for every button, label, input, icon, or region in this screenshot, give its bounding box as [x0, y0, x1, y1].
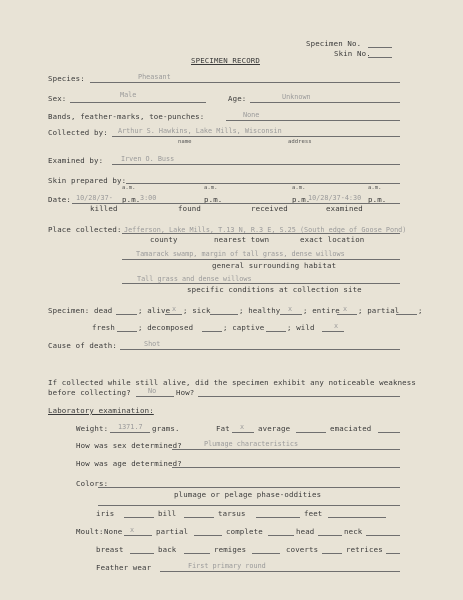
age-value: Unknown — [282, 93, 311, 101]
feather-wear-value: First primary round — [188, 562, 266, 570]
cause-of-death-value: Shot — [144, 340, 161, 348]
plumage-sublabel: plumage or pelage phase-oddities — [174, 490, 322, 499]
collected-by-label: Collected by: — [48, 128, 108, 137]
age-determined-question: How was age determined? — [76, 459, 182, 468]
habitat-value: Tamarack swamp, margin of tall grass, dense willows — [136, 250, 345, 258]
alive-mark: x — [172, 305, 177, 313]
exact-location-sublabel: exact location — [300, 235, 365, 244]
lab-heading: Laboratory examination: — [48, 406, 154, 415]
name-sublabel: name — [178, 139, 192, 145]
specimen-record-card: Specimen No. Skin No. SPECIMEN RECORD Species: Pheasant Sex: Male Age: Unknown Bands, feather-marks, toe-punches: None Collected by: Arthur S. Hawkins, Lake Mills, Wisconsin name address Examined by: Irven O. Buss Skin prepared by: a.m. a.m. a.m. a.m. Date: 10/28/37- p.m. 3:00 p.m. p.m. 10/28/37-4:30 p.m. killed found received examined Place collected: Jefferson, Lake Mills, T.13 N, R.3 E, S.25 (South edge of Goose Pond) county nearest town exact location Tamarack swamp, margin of tall grass, dense willows general surrounding habitat Tall grass and dense willows specific conditions at collection site Specimen: dead ; alive x ; sick ; healthy x ; entire x ; partial ; fresh ; decomposed ; captive ; wild x Cause of death: Shot If collected while still alive, did the specimen exhibit any noticeable weakness before collecting? No How? Laboratory examination: Weight: 1371.7 grams. Fat x average emaciated How was sex determined? Plumage characteristics How was age determined? Colors: plumage or pelage phase-oddities iris bill tarsus feet Moult: None x partial complete head neck breast back remiges coverts retrices Feather wear First primary round — [48, 39, 423, 572]
received-sublabel: received — [251, 204, 288, 213]
killed-sublabel: killed — [90, 204, 118, 213]
sex-value: Male — [120, 91, 137, 99]
found-sublabel: found — [178, 204, 201, 213]
cause-of-death-label: Cause of death: — [48, 341, 117, 350]
date-label: Date: — [48, 195, 71, 204]
wild-mark: x — [334, 322, 339, 330]
bands-label: Bands, feather-marks, toe-punches: — [48, 112, 205, 121]
collected-by-value: Arthur S. Hawkins, Lake Mills, Wisconsin — [118, 127, 282, 135]
skin-no-label: Skin No. — [334, 49, 371, 58]
specimen-dead-label: Specimen: dead — [48, 306, 113, 315]
address-sublabel: address — [288, 139, 312, 145]
entire-mark: x — [343, 305, 348, 313]
sex-determined-question: How was sex determined? — [76, 441, 182, 450]
weakness-value: No — [148, 387, 157, 395]
date-killed-value: 10/28/37- — [76, 194, 113, 202]
examined-by-label: Examined by: — [48, 156, 104, 165]
weakness-question: If collected while still alive, did the specimen exhibit any noticeable weakness — [48, 378, 416, 387]
bands-value: None — [243, 111, 260, 119]
age-label: Age: — [228, 94, 247, 103]
examined-by-value: Irven O. Buss — [121, 155, 175, 163]
examined-sublabel: examined — [326, 204, 363, 213]
species-label: Species: — [48, 74, 85, 83]
date-killed-time: 3:00 — [140, 194, 157, 202]
moult-none-mark: x — [130, 526, 135, 534]
nearest-town-sublabel: nearest town — [214, 235, 270, 244]
site-conditions-sublabel: specific conditions at collection site — [187, 285, 362, 294]
habitat-sublabel: general surrounding habitat — [212, 261, 337, 270]
sex-determined-value: Plumage characteristics — [204, 440, 299, 448]
skin-prepared-label: Skin prepared by: — [48, 176, 127, 185]
site-conditions-value: Tall grass and dense willows — [137, 275, 252, 283]
fat-mark: x — [240, 423, 245, 431]
sex-label: Sex: — [48, 94, 67, 103]
place-collected-label: Place collected: — [48, 225, 122, 234]
specimen-no-label: Specimen No. — [306, 39, 362, 48]
date-received-value: 10/28/37-4:30 — [308, 194, 362, 202]
healthy-mark: x — [288, 305, 293, 313]
weight-value: 1371.7 — [118, 423, 143, 431]
place-collected-value: Jefferson, Lake Mills, T.13 N, R.3 E, S.25 (South edge of Goose Pond) — [124, 226, 407, 234]
county-sublabel: county — [150, 235, 178, 244]
species-value: Pheasant — [138, 73, 171, 81]
page-title: SPECIMEN RECORD — [191, 56, 260, 65]
